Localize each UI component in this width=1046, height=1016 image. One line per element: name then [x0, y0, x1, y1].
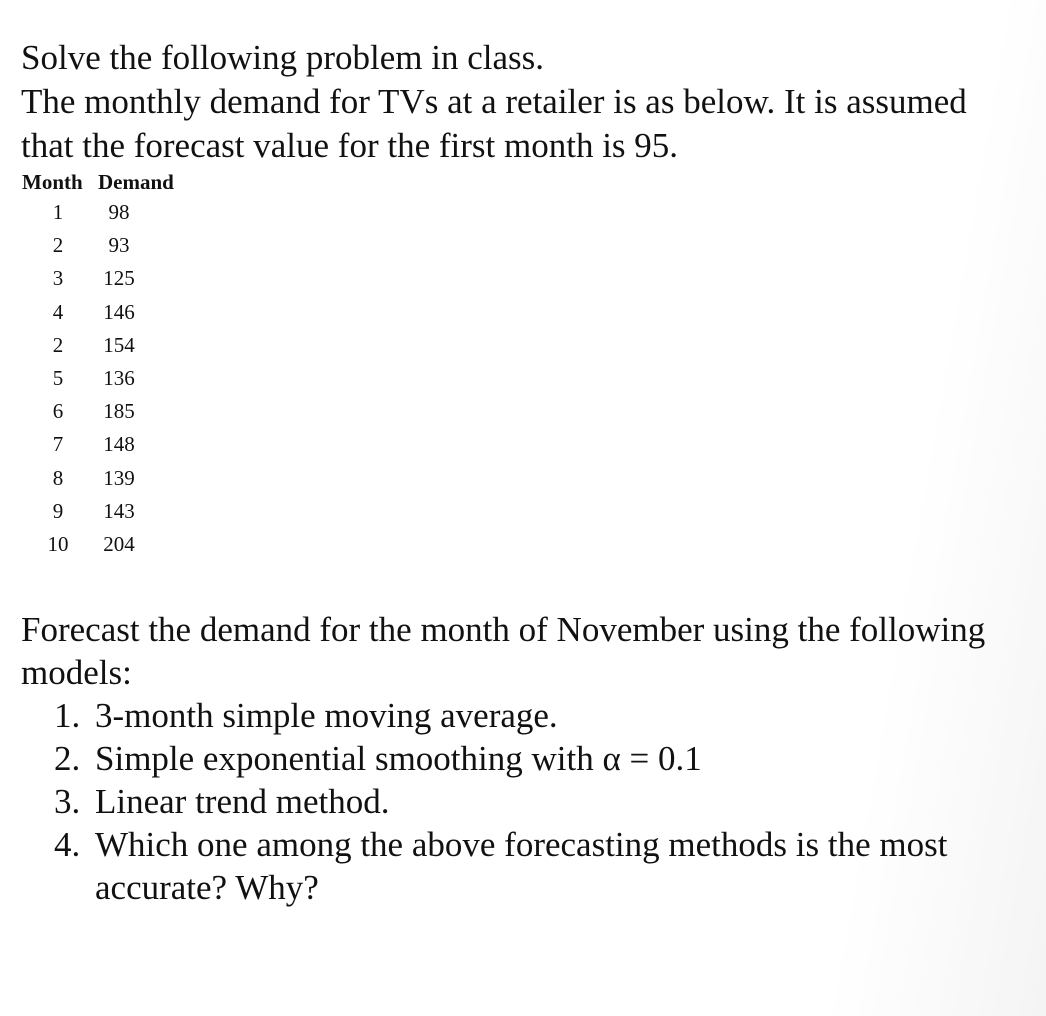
- list-item-number: 3.: [54, 782, 81, 821]
- list-item-text: Which one among the above forecasting methods is the most: [95, 825, 948, 864]
- demand-cell: 146: [103, 299, 135, 324]
- month-cell: 2: [52, 332, 64, 357]
- table-row: [22, 362, 188, 395]
- table-header-row: [22, 168, 188, 196]
- task-line-1: Forecast the demand for the month of November using the following: [21, 610, 986, 649]
- table-row: [22, 229, 188, 262]
- demand-cell: 93: [108, 233, 130, 258]
- table-row: [22, 296, 188, 329]
- intro-line-2: The monthly demand for TVs at a retailer is as below. It is assumed: [21, 82, 967, 121]
- list-item: [21, 780, 1046, 823]
- list-item: [21, 694, 1046, 737]
- table-row: [22, 262, 188, 295]
- table-row: [22, 329, 188, 362]
- demand-cell: 136: [103, 366, 135, 391]
- month-cell: 7: [52, 432, 64, 457]
- table-row: [22, 495, 188, 528]
- table-row: [22, 428, 188, 461]
- month-cell: 6: [52, 399, 64, 424]
- models-list: [21, 694, 1046, 909]
- month-cell: 4: [52, 299, 64, 324]
- month-cell: 10: [47, 531, 69, 556]
- month-cell: 3: [52, 266, 64, 291]
- list-item-text: Linear trend method.: [95, 782, 390, 821]
- task-line-2: models:: [21, 653, 132, 692]
- demand-cell: 139: [103, 465, 135, 490]
- task-section: [21, 608, 1046, 909]
- table-row: [22, 528, 188, 561]
- month-cell: 9: [52, 498, 64, 523]
- list-item: [21, 737, 1046, 780]
- intro-line-3: that the forecast value for the first month is 95.: [21, 126, 679, 165]
- intro-line-1: Solve the following problem in class.: [21, 38, 544, 77]
- demand-cell: 98: [108, 200, 130, 225]
- list-item: [21, 823, 1046, 909]
- month-cell: 5: [52, 366, 64, 391]
- demand-table-wrapper: [22, 168, 188, 561]
- demand-table: [22, 168, 188, 561]
- demand-cell: 154: [103, 332, 135, 357]
- demand-cell: 204: [103, 531, 135, 556]
- month-cell: 1: [52, 200, 64, 225]
- table-row: [22, 395, 188, 428]
- demand-column-header: Demand: [98, 169, 174, 194]
- list-item-number: 4.: [54, 825, 81, 864]
- list-item-number: 1.: [54, 696, 81, 735]
- table-row: [22, 196, 188, 229]
- list-item-text-continued: accurate? Why?: [95, 868, 319, 907]
- list-item-text: 3-month simple moving average.: [95, 696, 558, 735]
- list-item-text: Simple exponential smoothing with α = 0.1: [95, 739, 702, 778]
- month-cell: 8: [52, 465, 64, 490]
- month-column-header: Month: [22, 169, 83, 194]
- demand-cell: 185: [103, 399, 135, 424]
- demand-cell: 125: [103, 266, 135, 291]
- demand-cell: 148: [103, 432, 135, 457]
- problem-intro: [21, 36, 1041, 168]
- demand-cell: 143: [103, 498, 135, 523]
- list-item-number: 2.: [54, 739, 81, 778]
- month-cell: 2: [52, 233, 64, 258]
- table-row: [22, 462, 188, 495]
